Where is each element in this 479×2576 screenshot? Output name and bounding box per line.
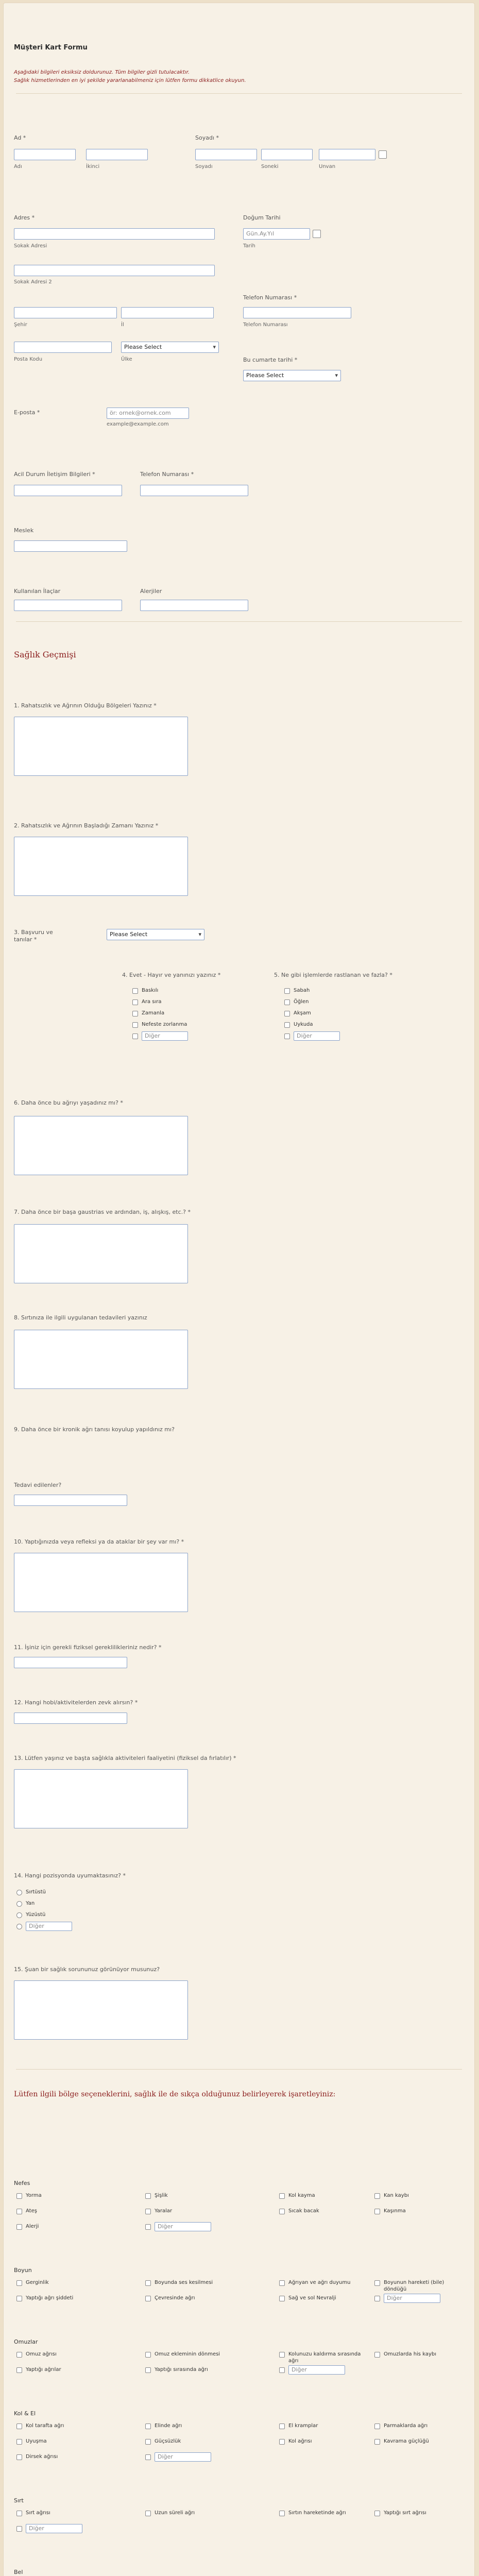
il-input[interactable]: [121, 307, 214, 318]
option-checkbox[interactable]: [284, 1022, 290, 1028]
body-checkbox[interactable]: [145, 2367, 151, 2373]
q5-label: 5. Ne gibi işlemlerde rastlanan ve fazla? *: [274, 972, 392, 978]
option-checkbox[interactable]: [132, 1033, 138, 1039]
body-option-label: Güçsüzlük: [155, 2438, 181, 2444]
acil-tel-input[interactable]: [140, 485, 248, 496]
option-label: Uykuda: [294, 1022, 313, 1027]
acil-tel-label: Telefon Numarası *: [140, 471, 194, 478]
option-checkbox[interactable]: [132, 1022, 138, 1028]
body-checkbox[interactable]: [16, 2224, 22, 2230]
body-option-label: Uzun süreli ağrı: [155, 2510, 195, 2516]
ikinci-sub: İkinci: [86, 164, 100, 170]
body-checkbox[interactable]: [145, 2454, 151, 2460]
alerji-input[interactable]: [140, 600, 248, 611]
option-checkbox[interactable]: [132, 988, 138, 994]
body-checkbox[interactable]: [145, 2280, 151, 2286]
unvan-sub: Unvan: [319, 164, 336, 170]
body-option-label: Yaptığı ağrılar: [26, 2367, 61, 2372]
group-title: Boyun: [14, 2267, 32, 2274]
q11-label: 11. İşiniz için gerekli fiziksel gereklilikleriniz nedir? *: [14, 1644, 162, 1651]
other-input[interactable]: Diğer: [384, 2294, 440, 2303]
body-option-label: Şişlik: [155, 2193, 168, 2198]
body-option-label: Parmaklarda ağrı: [384, 2423, 428, 2429]
ikinci-ad-input[interactable]: [86, 149, 148, 160]
ad-sub: Adı: [14, 164, 22, 170]
option-checkbox[interactable]: [132, 999, 138, 1005]
body-option-label: Kolunuzu kaldırma sırasında ağrı: [288, 2351, 361, 2364]
body-checkbox[interactable]: [145, 2296, 151, 2301]
body-checkbox[interactable]: [374, 2209, 380, 2214]
q10-textarea[interactable]: [14, 1553, 188, 1612]
body-option-label: Kol ağrısı: [288, 2438, 312, 2444]
body-checkbox[interactable]: [145, 2439, 151, 2445]
body-option-label: Boyunda ses kesilmesi: [155, 2280, 213, 2285]
soneki-sub: Soneki: [261, 164, 279, 170]
body-checkbox[interactable]: [374, 2352, 380, 2358]
body-checkbox[interactable]: [374, 2280, 380, 2286]
body-checkbox[interactable]: [16, 2296, 22, 2301]
body-option-label: Kaşınma: [384, 2208, 406, 2214]
dogum-sub: Tarih: [243, 243, 255, 249]
body-checkbox[interactable]: [279, 2511, 285, 2516]
calendar-icon[interactable]: [313, 230, 321, 238]
body-option-label: Elinde ağrı: [155, 2423, 182, 2429]
ad-label: Ad *: [14, 134, 26, 141]
body-option-label: Omuz ağrısı: [26, 2351, 57, 2357]
body-checkbox[interactable]: [279, 2439, 285, 2445]
body-option-label: Omuzlarda his kaybı: [384, 2351, 436, 2357]
option-checkbox[interactable]: [284, 988, 290, 994]
body-checkbox[interactable]: [374, 2296, 380, 2301]
sehir-sub: Şehir: [14, 322, 27, 328]
option-label: Yan: [26, 1901, 35, 1906]
calendar-icon[interactable]: [379, 150, 387, 159]
ad-input[interactable]: [14, 149, 76, 160]
unvan-input[interactable]: [319, 149, 375, 160]
other-input[interactable]: Diğer: [26, 2524, 82, 2533]
body-checkbox[interactable]: [16, 2193, 22, 2199]
option-radio[interactable]: [16, 1890, 22, 1895]
other-input[interactable]: Diğer: [155, 2222, 211, 2231]
body-checkbox[interactable]: [279, 2296, 285, 2301]
body-checkbox[interactable]: [279, 2367, 285, 2373]
telefon-label: Telefon Numarası *: [243, 294, 297, 301]
body-option-label: Sağ ve sol Nevralji: [288, 2295, 336, 2301]
q15-label: 15. Şuan bir sağlık sorununuz görünüyor musunuz?: [14, 1966, 160, 1973]
q4-label: 4. Evet - Hayır ve yanınızı yazınız *: [122, 972, 221, 978]
soyad-label: Soyadı *: [195, 134, 219, 141]
email-input[interactable]: ör: ornek@ornek.com: [107, 408, 189, 419]
option-label: Nefeste zorlanma: [142, 1022, 187, 1027]
body-option-label: Dirsek ağrısı: [26, 2454, 58, 2460]
body-option-label: Yaptığı sırasında ağrı: [155, 2367, 208, 2372]
body-checkbox[interactable]: [145, 2209, 151, 2214]
q1-textarea[interactable]: [14, 717, 188, 776]
body-option-label: Yaralar: [155, 2208, 173, 2214]
body-checkbox[interactable]: [145, 2352, 151, 2358]
telefon-sub: Telefon Numarası: [243, 322, 288, 328]
option-label: Ara sıra: [142, 999, 162, 1005]
body-checkbox[interactable]: [374, 2511, 380, 2516]
q13-textarea[interactable]: [14, 1769, 188, 1828]
cinsiyet-label: Bu cumarte tarihi *: [243, 357, 298, 363]
option-label: Baskılı: [142, 988, 159, 993]
alerji-label: Alerjiler: [140, 588, 162, 595]
option-checkbox[interactable]: [132, 1011, 138, 1016]
body-option-label: Yaptığı ağrı şiddeti: [26, 2295, 74, 2301]
other-input[interactable]: Diğer: [288, 2365, 345, 2375]
body-checkbox[interactable]: [16, 2367, 22, 2373]
q10-label: 10. Yaptığınızda veya refleksi ya da ataklar bir şey var mı? *: [14, 1538, 184, 1545]
body-checkbox[interactable]: [16, 2439, 22, 2445]
other-input[interactable]: Diğer: [155, 2452, 211, 2462]
adres-sub-1: Sokak Adresi: [14, 243, 47, 249]
body-checkbox[interactable]: [145, 2424, 151, 2429]
meslek-input[interactable]: [14, 540, 127, 552]
adres-label: Adres *: [14, 214, 35, 221]
q6-label: 6. Daha önce bu ağrıyı yaşadınız mı? *: [14, 1099, 123, 1106]
body-option-label: Sırt ağrısı: [26, 2510, 50, 2516]
body-option-label: Omuz ekleminin dönmesi: [155, 2351, 220, 2357]
other-input[interactable]: Diğer: [26, 1922, 72, 1931]
group-title: Kol & El: [14, 2410, 36, 2417]
adres-input-2[interactable]: [14, 265, 215, 276]
body-option-label: Kol tarafta ağrı: [26, 2423, 64, 2429]
option-radio[interactable]: [16, 1924, 22, 1929]
email-label: E-posta *: [14, 409, 40, 416]
q9-label: 9. Daha önce bir kronik ağrı tanısı koyulup yapıldınız mı?: [14, 1426, 175, 1433]
soneki-input[interactable]: [261, 149, 313, 160]
posta-sub: Posta Kodu: [14, 357, 43, 362]
body-checkbox[interactable]: [145, 2193, 151, 2199]
q7-label: 7. Daha önce bir başa gaustrias ve ardından, iş, alışkış, etc.? *: [14, 1209, 191, 1215]
body-checkbox[interactable]: [279, 2424, 285, 2429]
dogum-input[interactable]: Gün.Ay.Yıl: [243, 228, 310, 240]
option-label: Sırtüstü: [26, 1889, 46, 1895]
body-checkbox[interactable]: [16, 2209, 22, 2214]
saglik-title: Sağlık Geçmişi: [14, 650, 76, 659]
body-option-label: Sıcak bacak: [288, 2208, 319, 2214]
body-checkbox[interactable]: [279, 2352, 285, 2358]
body-checkbox[interactable]: [279, 2280, 285, 2286]
ulke-sub: Ülke: [121, 357, 132, 362]
body-option-label: Boyunun hareketi (bile) döndüğü: [384, 2280, 444, 2292]
il-sub: İl: [121, 322, 124, 328]
q6-textarea[interactable]: [14, 1116, 188, 1175]
form-title: Müşteri Kart Formu: [14, 44, 88, 52]
option-checkbox[interactable]: [284, 999, 290, 1005]
group-title: Nefes: [14, 2180, 30, 2187]
body-option-label: Yaptığı sırt ağrısı: [384, 2510, 426, 2516]
q9-sub-label: Tedavi edilenler?: [14, 1482, 62, 1488]
q1-label: 1. Rahatsızlık ve Ağrının Olduğu Bölgeleri Yazınız *: [14, 702, 157, 709]
q3-select[interactable]: Please Select ▾: [107, 929, 204, 940]
body-checkbox[interactable]: [16, 2454, 22, 2460]
body-checkbox[interactable]: [279, 2193, 285, 2199]
other-input[interactable]: Diğer: [294, 1031, 340, 1041]
option-checkbox[interactable]: [284, 1033, 290, 1039]
soyad-input[interactable]: [195, 149, 257, 160]
body-checkbox[interactable]: [279, 2209, 285, 2214]
other-input[interactable]: Diğer: [142, 1031, 188, 1041]
ilac-input[interactable]: [14, 600, 122, 611]
q2-textarea[interactable]: [14, 837, 188, 896]
body-checkbox[interactable]: [374, 2193, 380, 2199]
q12-label: 12. Hangi hobi/aktivitelerden zevk alırsın? *: [14, 1699, 138, 1706]
body-option-label: El kramplar: [288, 2423, 318, 2429]
adres-input-1[interactable]: [14, 228, 215, 240]
option-label: Zamanla: [142, 1010, 165, 1016]
body-option-label: Gerginlik: [26, 2280, 49, 2285]
soyad-sub: Soyadı: [195, 164, 213, 170]
q2-label: 2. Rahatsızlık ve Ağrının Başladığı Zamanı Yazınız *: [14, 822, 159, 829]
body-option-label: Kavrama güçlüğü: [384, 2438, 429, 2444]
body-option-label: Ateş: [26, 2208, 37, 2214]
option-label: Sabah: [294, 988, 310, 993]
body-checkbox[interactable]: [374, 2424, 380, 2429]
option-radio[interactable]: [16, 1901, 22, 1907]
q11-input[interactable]: [14, 1657, 127, 1668]
option-checkbox[interactable]: [284, 1011, 290, 1016]
group-title: Sırt: [14, 2497, 24, 2504]
acil-ad-label: Acil Durum İletişim Bilgileri *: [14, 471, 95, 478]
body-option-label: Çevresinde ağrı: [155, 2295, 195, 2301]
q12-input[interactable]: [14, 1713, 127, 1724]
body-option-label: Sırtın hareketinde ağrı: [288, 2510, 346, 2516]
dogum-label: Doğum Tarihi: [243, 214, 281, 221]
option-label: Akşam: [294, 1010, 311, 1016]
body-option-label: Kan kaybı: [384, 2193, 409, 2198]
body-checkbox[interactable]: [374, 2439, 380, 2445]
body-checkbox[interactable]: [145, 2511, 151, 2516]
ilac-label: Kullanılan İlaçlar: [14, 588, 61, 595]
body-checkbox[interactable]: [16, 2352, 22, 2358]
form-intro-2: Sağlık hizmetlerinden en iyi şekilde yararlanabilmeniz için lütfen formu dikkatlice okuyun.: [14, 78, 246, 83]
q14-label: 14. Hangi pozisyonda uyumaktasınız? *: [14, 1872, 126, 1879]
telefon-input[interactable]: [243, 307, 351, 318]
q9-input[interactable]: [14, 1495, 127, 1506]
email-sub: example@example.com: [107, 421, 169, 427]
acil-ad-input[interactable]: [14, 485, 122, 496]
body-option-label: Kol kayma: [288, 2193, 315, 2198]
body-checkbox[interactable]: [16, 2526, 22, 2532]
form-intro-1: Aşağıdaki bilgileri eksiksiz doldurunuz. Tüm bilgiler gizli tutulacaktır.: [14, 70, 190, 75]
body-option-label: Yorma: [26, 2193, 42, 2198]
q7-textarea[interactable]: [14, 1224, 188, 1283]
body-option-label: Uyuşma: [26, 2438, 47, 2444]
body-title: Lütfen ilgili bölge seçeneklerini, sağlık ile de sıkça olduğunuz belirleyerek işaretleyiniz:: [14, 2090, 336, 2098]
option-label: Yüzüstü: [26, 1912, 46, 1918]
adres-sub-2: Sokak Adresi 2: [14, 279, 52, 285]
country-select[interactable]: Please Select ▾: [121, 342, 219, 353]
q3-label: 3. Başvuru ve tanılar *: [14, 929, 53, 943]
q8-label: 8. Sırtınıza ile ilgili uygulanan tedavileri yazınız: [14, 1314, 147, 1321]
option-label: Öğlen: [294, 999, 309, 1005]
cinsiyet-select[interactable]: Please Select ▾: [243, 370, 341, 381]
group-title: Omuzlar: [14, 2338, 38, 2345]
body-option-label: Ağrıyan ve ağrı duyumu: [288, 2280, 351, 2285]
group-title: Bel: [14, 2569, 23, 2575]
q8-textarea[interactable]: [14, 1330, 188, 1389]
body-checkbox[interactable]: [145, 2224, 151, 2230]
sehir-input[interactable]: [14, 307, 117, 318]
body-checkbox[interactable]: [16, 2280, 22, 2286]
body-option-label: Alerji: [26, 2224, 39, 2229]
q13-label: 13. Lütfen yaşınız ve başta sağlıkla aktiviteleri faaliyetini (fiziksel da fırlatılır) *: [14, 1755, 236, 1761]
body-checkbox[interactable]: [16, 2424, 22, 2429]
body-checkbox[interactable]: [16, 2511, 22, 2516]
q15-textarea[interactable]: [14, 1980, 188, 2040]
form-card: [3, 3, 475, 2576]
option-radio[interactable]: [16, 1912, 22, 1918]
posta-input[interactable]: [14, 342, 112, 353]
meslek-label: Meslek: [14, 527, 34, 534]
